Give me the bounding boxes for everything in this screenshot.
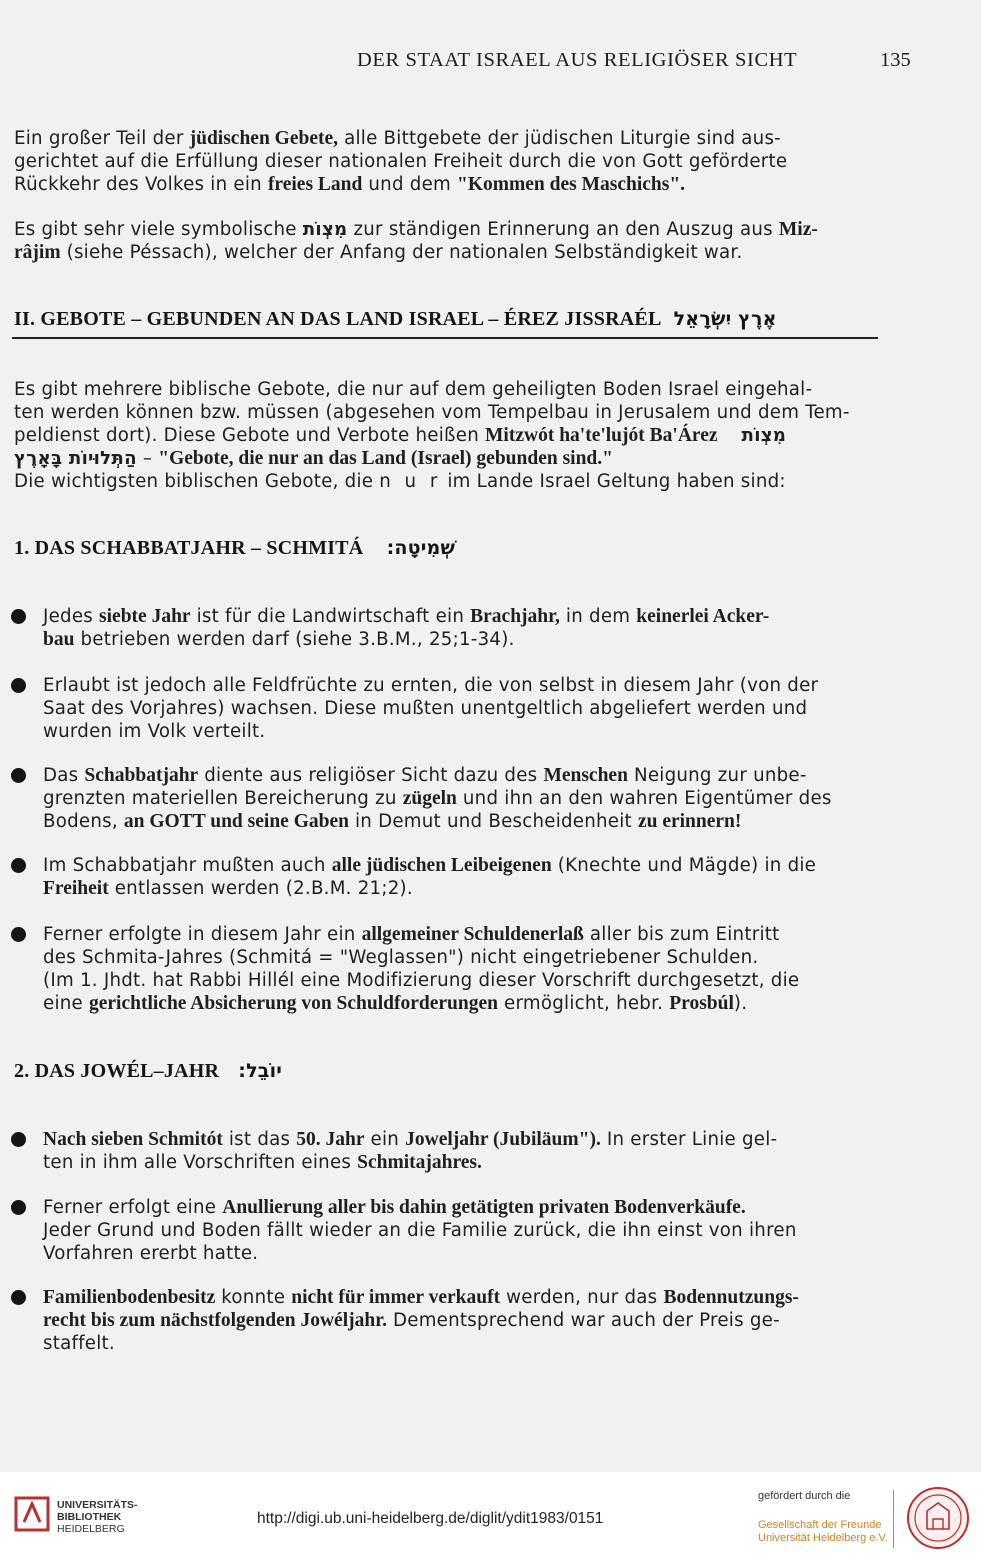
text-line: grenzten materiellen Bereicherung zu zügeln und ihn an den wahren Eigentümer des <box>43 788 832 809</box>
running-title: DER STAAT ISRAEL AUS RELIGIÖSER SICHT <box>357 49 798 71</box>
text-line: gerichtet auf die Erfüllung dieser nationalen Freiheit durch die von Gott geförderte <box>14 151 788 172</box>
text-line: הַתְּלוּיוֹת בָּאָרֶץ – "Gebote, die nur an das Land (Israel) gebunden sind." <box>14 448 613 469</box>
library-logo-icon <box>12 1494 52 1534</box>
intro-paragraph-2 <box>14 218 818 264</box>
text-line: Freiheit entlassen werden (2.B.M. 21;2). <box>43 878 413 899</box>
hebrew-word: מִצְוֹת <box>741 425 787 446</box>
bullet-dot <box>11 678 26 693</box>
society-name-line-1: Gesellschaft der Freunde <box>758 1519 882 1531</box>
hebrew-word: מִצְוֹת <box>302 219 348 240</box>
funded-by-label: gefördert durch die <box>758 1490 851 1502</box>
bullet-dot <box>11 1132 26 1147</box>
section-underline <box>12 337 878 339</box>
hebrew-heading: אֶרֶץ יִשְׂרָאֵל <box>673 308 777 330</box>
bullet-item <box>43 1128 777 1174</box>
bullet-dot <box>11 927 26 942</box>
source-url-link[interactable]: http://digi.ub.uni-heidelberg.de/diglit/ydit1983/0151 <box>257 1510 604 1527</box>
text-line: peldienst dort). Diese Gebote und Verbote heißen Mitzwót ha'te'lujót Ba'Árez מִצְוֹת <box>14 425 787 446</box>
footer-divider <box>893 1490 894 1548</box>
text-line: Es gibt mehrere biblische Gebote, die nur auf dem geheiligten Boden Israel eingehal- <box>14 379 813 400</box>
section-heading-2: II. GEBOTE – GEBUNDEN AN DAS LAND ISRAEL – ÉREZ JISSRAÉL אֶרֶץ יִשְׂרָאֵל <box>14 308 777 330</box>
text-line: Bodens, an GOTT und seine Gaben in Demut und Bescheidenheit zu erinnern! <box>43 811 742 832</box>
hebrew-phrase: הַתְּלוּיוֹת בָּאָרֶץ <box>14 448 137 469</box>
bullet-item <box>43 674 818 743</box>
bullet-item <box>43 605 769 651</box>
section-2-paragraph <box>14 378 850 493</box>
text-line: staffelt. <box>43 1333 115 1354</box>
bullet-dot <box>11 609 26 624</box>
text-line: Im Schabbatjahr mußten auch alle jüdischen Leibeigenen (Knechte und Mägde) in die <box>43 855 817 876</box>
text-line: ten werden können bzw. müssen (abgesehen vom Tempelbau in Jerusalem und dem Tem- <box>14 402 850 423</box>
text-line: Es gibt sehr viele symbolische מִצְוֹת zur ständigen Erinnerung an den Auszug aus Miz- <box>14 219 818 240</box>
text-line: wurden im Volk verteilt. <box>43 721 266 742</box>
bullet-item <box>43 1286 799 1355</box>
text-line: râjim (siehe Péssach), welcher der Anfang der nationalen Selbständigkeit war. <box>14 242 743 263</box>
text-line: Erlaubt ist jedoch alle Feldfrüchte zu ernten, die von selbst in diesem Jahr (von der <box>43 675 819 696</box>
bullet-dot <box>11 768 26 783</box>
library-name-line-3: HEIDELBERG <box>57 1523 125 1535</box>
text-line: Saat des Vorjahres) wachsen. Diese mußten unentgeltlich abgeliefert werden und <box>43 698 808 719</box>
society-name-line-2: Universität Heidelberg e.V. <box>758 1532 888 1544</box>
subsection-heading-2: 2. DAS JOWÉL–JAHR יוֹבֵל: <box>14 1060 283 1082</box>
text-line: Ein großer Teil der jüdischen Gebete, alle Bittgebete der jüdischen Liturgie sind aus- <box>14 128 781 149</box>
text-line: Nach sieben Schmitót ist das 50. Jahr ein Joweljahr (Jubiläum"). In erster Linie gel- <box>43 1129 778 1150</box>
text-line: eine gerichtliche Absicherung von Schuldforderungen ermöglicht, hebr. Prosbúl). <box>43 993 748 1014</box>
text-line: (Im 1. Jhdt. hat Rabbi Hillél eine Modifizierung dieser Vorschrift durchgesetzt, die <box>43 970 800 991</box>
bullet-item <box>43 854 816 900</box>
bullet-dot <box>11 1290 26 1305</box>
library-name-line-2: BIBLIOTHEK <box>57 1511 122 1523</box>
subsection-heading-1: 1. DAS SCHABBATJAHR – SCHMITÁ שְׁמִיטָה: <box>14 537 456 559</box>
text-line: Rückkehr des Volkes in ein freies Land und dem "Kommen des Maschichs". <box>14 174 686 195</box>
hebrew-heading: שְׁמִיטָה: <box>386 537 456 559</box>
text-line: recht bis zum nächstfolgenden Jowéljahr. Dementsprechend war auch der Preis ge- <box>43 1310 780 1331</box>
digitization-footer <box>0 1472 981 1559</box>
page-number: 135 <box>880 49 911 71</box>
text-line: bau betrieben werden darf (siehe 3.B.M., 25;1-34). <box>43 629 515 650</box>
text-line: Jedes siebte Jahr ist für die Landwirtschaft ein Brachjahr, in dem keinerlei Acker- <box>43 606 770 627</box>
bullet-item <box>43 1196 797 1265</box>
text-line: Ferner erfolgt eine Anullierung aller bis dahin getätigten privaten Bodenverkäufe. <box>43 1197 746 1218</box>
text-line: Vorfahren ererbt hatte. <box>43 1243 259 1264</box>
text-line: Jeder Grund und Boden fällt wieder an die Familie zurück, die ihn einst von ihren <box>43 1220 797 1241</box>
bullet-item <box>43 764 832 833</box>
text-line: Das Schabbatjahr diente aus religiöser Sicht dazu des Menschen Neigung zur unbe- <box>43 765 807 786</box>
intro-paragraph-1 <box>14 127 787 196</box>
bullet-dot <box>11 1200 26 1215</box>
hebrew-heading: יוֹבֵל: <box>238 1060 283 1082</box>
bullet-item <box>43 923 799 1015</box>
bullet-dot <box>11 858 26 873</box>
library-name-line-1: UNIVERSITÄTS- <box>57 1499 138 1511</box>
university-seal-icon <box>905 1485 971 1551</box>
text-line: des Schmita-Jahres (Schmitá = "Weglassen") nicht eingetriebener Schulden. <box>43 947 759 968</box>
text-line: Familienbodenbesitz konnte nicht für immer verkauft werden, nur das Bodennutzungs- <box>43 1287 799 1308</box>
text-line: Die wichtigsten biblischen Gebote, die n u r im Lande Israel Geltung haben sind: <box>14 471 786 492</box>
text-line: Ferner erfolgte in diesem Jahr ein allgemeiner Schuldenerlaß aller bis zum Eintritt <box>43 924 780 945</box>
text-line: ten in ihm alle Vorschriften eines Schmitajahres. <box>43 1152 482 1173</box>
